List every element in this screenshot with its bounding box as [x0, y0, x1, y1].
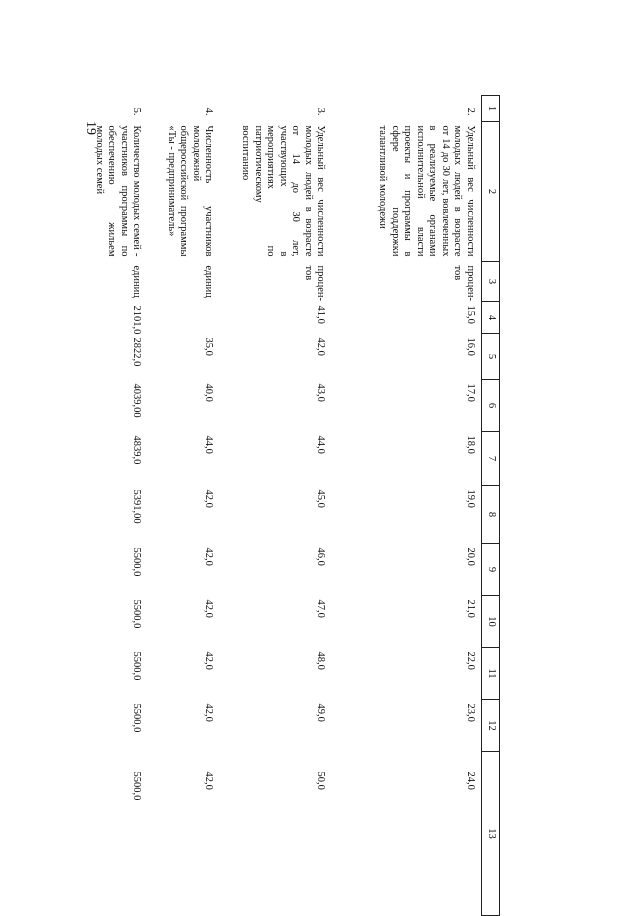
- header-cell: 3: [482, 262, 500, 302]
- header-cell: 12: [482, 700, 500, 752]
- value-cell: 5500,0: [131, 599, 143, 629]
- value-cell: 16,0: [465, 337, 476, 356]
- value-cell: 42,0: [203, 771, 215, 790]
- table-row: [220, 96, 332, 916]
- value-cell: 15,0: [465, 305, 476, 324]
- header-cell: 5: [482, 334, 500, 380]
- row-number: 3.: [315, 107, 327, 116]
- header-cell: 2: [482, 122, 500, 262]
- row-number: 5.: [131, 107, 143, 116]
- value-cell: 19,0: [465, 489, 476, 508]
- table-row: [148, 96, 220, 916]
- row-number: 4.: [203, 107, 215, 116]
- header-cell: 9: [482, 544, 500, 596]
- value-cell: 18,0: [465, 435, 476, 454]
- table-row: [332, 96, 482, 916]
- unit-cell: единиц: [131, 265, 143, 298]
- value-cell: [148, 302, 220, 334]
- value-cell: 42,0: [315, 337, 327, 356]
- value-cell: 5500,0: [131, 703, 143, 733]
- value-cell: 49,0: [315, 703, 327, 722]
- value-cell: 20,0: [465, 547, 476, 566]
- value-cell: 23,0: [465, 703, 476, 722]
- indicator-name: Удельный вес численности молодых людей в возрасте от 14 до 30 лет, вовлеченных в реализуемые органами исполнительной власти проекты и программы в сфере поддержки талантливой молодежи: [377, 125, 476, 257]
- indicators-table: [76, 95, 501, 916]
- value-cell: 2101,0: [131, 305, 143, 335]
- value-cell: 42,0: [203, 651, 215, 670]
- unit-cell: процен-тов: [303, 265, 327, 302]
- header-cell: 10: [482, 596, 500, 648]
- value-cell: 48,0: [315, 651, 327, 670]
- value-cell: 42,0: [203, 547, 215, 566]
- value-cell: 35,0: [203, 337, 215, 356]
- header-row: [482, 96, 500, 916]
- value-cell: 5500,0: [131, 651, 143, 681]
- value-cell: 5500,0: [131, 547, 143, 577]
- value-cell: 42,0: [203, 703, 215, 722]
- table-row: [76, 96, 148, 916]
- header-cell: 13: [482, 752, 500, 916]
- indicator-name: Удельный вес численности молодых людей в возрасте от 14 до 30 лет, участвующих в мероприятиях по патриотическому воспитанию: [240, 125, 327, 257]
- value-cell: 45,0: [315, 489, 327, 508]
- row-number: 2.: [465, 107, 476, 116]
- value-cell: 44,0: [315, 435, 327, 454]
- value-cell: 2822,0: [131, 337, 143, 367]
- value-cell: 46,0: [315, 547, 327, 566]
- value-cell: 4039,00: [131, 383, 143, 418]
- value-cell: 50,0: [315, 771, 327, 790]
- header-cell: 11: [482, 648, 500, 700]
- value-cell: 41,0: [315, 305, 327, 324]
- header-cell: 8: [482, 486, 500, 544]
- rotated-table-container: [94, 95, 500, 865]
- unit-cell: единиц: [203, 265, 215, 298]
- value-cell: 40,0: [203, 383, 215, 402]
- value-cell: 47,0: [315, 599, 327, 618]
- value-cell: 44,0: [203, 435, 215, 454]
- value-cell: 5500,0: [131, 771, 143, 801]
- header-cell: 1: [482, 96, 500, 122]
- header-cell: 6: [482, 380, 500, 432]
- value-cell: 24,0: [465, 771, 476, 790]
- value-cell: 21,0: [465, 599, 476, 618]
- value-cell: 17,0: [465, 383, 476, 402]
- indicator-name: Количество молодых семей - участников программы по обеспечению жильем молодых семей: [94, 125, 143, 257]
- value-cell: 22,0: [465, 651, 476, 670]
- value-cell: 42,0: [203, 489, 215, 508]
- value-cell: 42,0: [203, 599, 215, 618]
- value-cell: 43,0: [315, 383, 327, 402]
- unit-cell: процен-тов: [452, 265, 476, 302]
- header-cell: 7: [482, 432, 500, 486]
- indicator-name: Численность участников молодежной общероссийской программы «Ты - предприниматель»: [166, 125, 215, 257]
- value-cell: 5391,00: [131, 489, 143, 524]
- value-cell: 4839,0: [131, 435, 143, 465]
- header-cell: 4: [482, 302, 500, 334]
- page-number: 19: [83, 121, 98, 135]
